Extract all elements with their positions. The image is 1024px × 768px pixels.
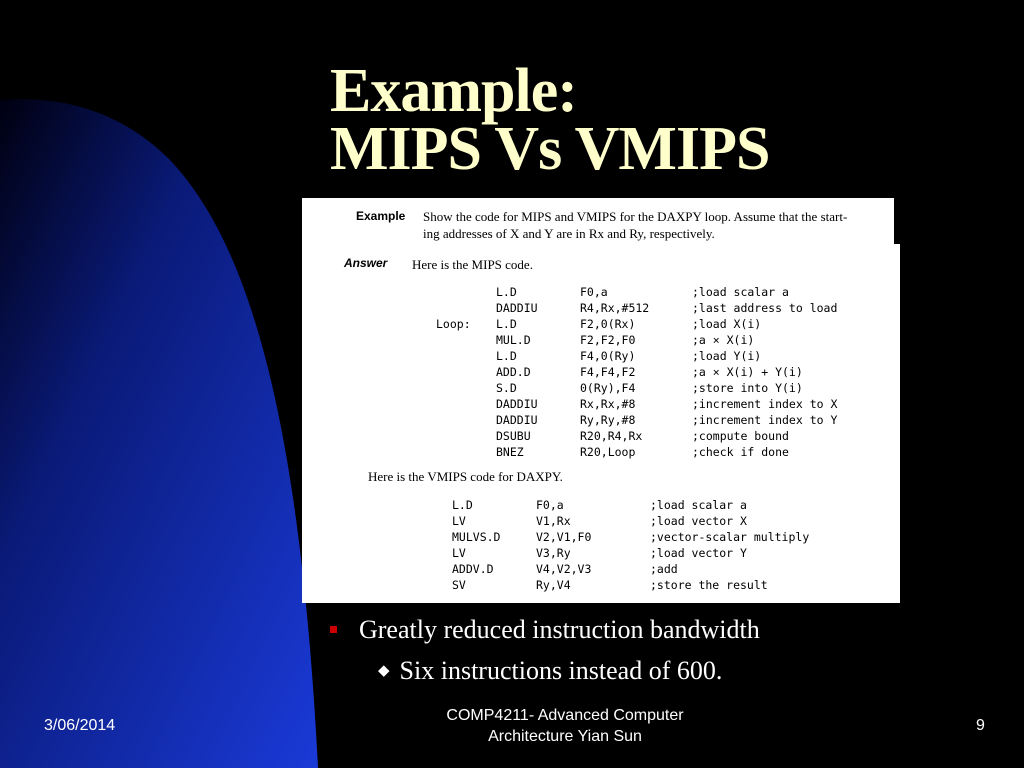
textbook-excerpt-image — [302, 198, 900, 603]
vmips-code-args: V1,Rx — [536, 514, 571, 528]
vmips-code-op: ADDV.D — [452, 562, 494, 576]
mips-code-comment: ;a × X(i) — [692, 333, 755, 347]
vmips-code-line — [452, 513, 892, 529]
vmips-code-args: V4,V2,V3 — [536, 562, 592, 576]
example-label: Example — [356, 209, 406, 223]
mips-code-args: R20,R4,Rx — [580, 429, 643, 443]
footer-course-line-2: Architecture Yian Sun — [488, 728, 642, 745]
bullet-level2 — [378, 656, 722, 686]
mips-intro: Here is the MIPS code. — [412, 257, 533, 272]
mips-code-line — [436, 332, 896, 348]
mips-code-args: 0(Ry),F4 — [580, 381, 636, 395]
mips-code-op: DADDIU — [496, 413, 538, 427]
mips-code-line — [436, 300, 896, 316]
mips-code-line — [436, 428, 896, 444]
vmips-code-listing — [452, 497, 892, 593]
vmips-code-comment: ;store the result — [650, 578, 768, 592]
mips-code-line — [436, 412, 896, 428]
mips-code-op: L.D — [496, 285, 517, 299]
vmips-code-line — [452, 577, 892, 593]
vmips-code-comment: ;load scalar a — [650, 498, 747, 512]
answer-label: Answer — [344, 256, 388, 270]
slide-title — [330, 57, 770, 183]
vmips-code-comment: ;load vector Y — [650, 546, 747, 560]
bullet-level1-text: Greatly reduced instruction bandwidth — [359, 615, 760, 644]
bullet-level1 — [330, 615, 760, 645]
vmips-code-op: LV — [452, 514, 466, 528]
mips-code-listing — [436, 284, 896, 460]
square-bullet-icon — [330, 626, 337, 633]
vmips-code-line — [452, 529, 892, 545]
mips-code-line — [436, 396, 896, 412]
vmips-code-args: V2,V1,F0 — [536, 530, 592, 544]
mips-code-op: S.D — [496, 381, 517, 395]
vmips-code-comment: ;load vector X — [650, 514, 747, 528]
footer-page-number: 9 — [976, 717, 985, 734]
mips-code-op: DSUBU — [496, 429, 531, 443]
mips-code-args: F2,F2,F0 — [580, 333, 636, 347]
mips-code-op: DADDIU — [496, 397, 538, 411]
vmips-code-line — [452, 497, 892, 513]
title-line-1: Example: — [330, 57, 577, 125]
mips-code-args: R20,Loop — [580, 445, 636, 459]
mips-code-comment: ;load scalar a — [692, 285, 789, 299]
example-text — [423, 208, 863, 242]
vmips-code-op: L.D — [452, 498, 473, 512]
mips-code-comment: ;load X(i) — [692, 317, 762, 331]
mips-code-comment: ;increment index to X — [692, 397, 838, 411]
vmips-code-op: MULVS.D — [452, 530, 501, 544]
footer-course — [400, 705, 730, 747]
mips-code-op: DADDIU — [496, 301, 538, 315]
mips-code-args: F0,a — [580, 285, 608, 299]
mips-code-args: Rx,Rx,#8 — [580, 397, 636, 411]
mips-code-comment: ;compute bound — [692, 429, 789, 443]
mips-code-line — [436, 444, 896, 460]
mips-code-args: F4,0(Ry) — [580, 349, 636, 363]
vmips-code-args: F0,a — [536, 498, 564, 512]
footer-course-line-1: COMP4211- Advanced Computer — [446, 707, 684, 724]
mips-code-args: F2,0(Rx) — [580, 317, 636, 331]
mips-code-line — [436, 380, 896, 396]
mips-code-comment: ;increment index to Y — [692, 413, 838, 427]
title-line-2: MIPS Vs VMIPS — [330, 115, 770, 183]
vmips-code-args: V3,Ry — [536, 546, 571, 560]
mips-code-args: R4,Rx,#512 — [580, 301, 650, 315]
mips-code-op: ADD.D — [496, 365, 531, 379]
mips-code-comment: ;load Y(i) — [692, 349, 762, 363]
mips-code-comment: ;a × X(i) + Y(i) — [692, 365, 803, 379]
mips-code-op: L.D — [496, 317, 517, 331]
vmips-code-args: Ry,V4 — [536, 578, 571, 592]
footer-date: 3/06/2014 — [44, 717, 116, 734]
mips-code-op: L.D — [496, 349, 517, 363]
excerpt-notch — [894, 196, 902, 244]
mips-code-op: BNEZ — [496, 445, 524, 459]
example-text-line-2: ing addresses of X and Y are in Rx and Ry, respectively. — [423, 226, 715, 241]
vmips-code-line — [452, 561, 892, 577]
vmips-intro: Here is the VMIPS code for DAXPY. — [368, 469, 563, 484]
example-text-line-1: Show the code for MIPS and VMIPS for the DAXPY loop. Assume that the start- — [423, 209, 848, 224]
mips-code-comment: ;check if done — [692, 445, 789, 459]
vmips-code-op: SV — [452, 578, 466, 592]
mips-code-args: F4,F4,F2 — [580, 365, 636, 379]
mips-code-line — [436, 284, 896, 300]
vmips-code-comment: ;add — [650, 562, 678, 576]
vmips-code-op: LV — [452, 546, 466, 560]
mips-code-comment: ;last address to load — [692, 301, 838, 315]
mips-code-line — [436, 364, 896, 380]
mips-code-args: Ry,Ry,#8 — [580, 413, 636, 427]
mips-code-op: MUL.D — [496, 333, 531, 347]
mips-code-line — [436, 316, 896, 332]
vmips-code-comment: ;vector-scalar multiply — [650, 530, 810, 544]
mips-code-label: Loop: — [436, 317, 471, 331]
diamond-bullet-icon: ◆ — [378, 663, 390, 679]
mips-code-line — [436, 348, 896, 364]
vmips-code-line — [452, 545, 892, 561]
bullet-level2-text: Six instructions instead of 600. — [399, 656, 723, 685]
mips-code-comment: ;store into Y(i) — [692, 381, 803, 395]
